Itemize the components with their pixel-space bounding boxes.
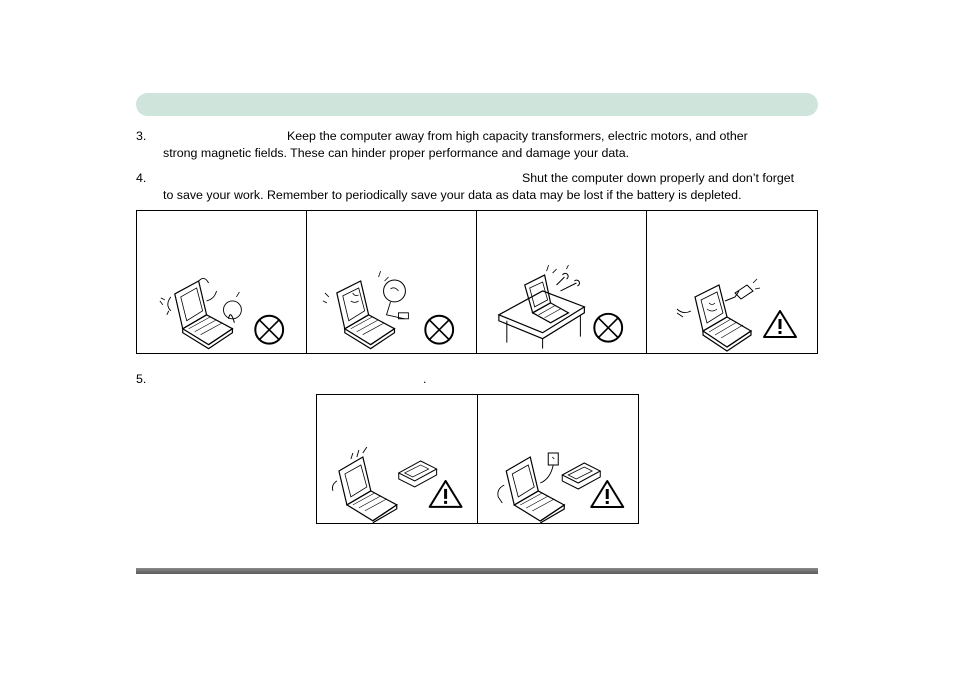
illustration-panel (137, 211, 307, 353)
item-text-line-2: strong magnetic fields. These can hinder proper performance and damage your data. (163, 145, 630, 160)
item-number: 4. (136, 171, 147, 185)
header-bar (136, 93, 818, 116)
illustration-row-2 (316, 394, 639, 524)
prohibited-icon (594, 314, 622, 342)
item-text-line-1: Keep the computer away from high capacity transformers, electric motors, and other (287, 129, 748, 143)
laptop-with-card (647, 211, 817, 353)
laptop-with-magnet (137, 211, 306, 353)
illustration-row-1 (136, 210, 818, 354)
illustration-panel (647, 211, 817, 353)
item-number: 5. (136, 372, 147, 386)
laptop-with-adapter (478, 395, 639, 523)
list-item-4 (136, 170, 826, 204)
prohibited-icon (425, 316, 453, 344)
illustration-panel (317, 395, 478, 523)
illustration-panel (478, 395, 639, 523)
list-item-3 (136, 128, 826, 162)
warning-icon (591, 481, 623, 507)
warning-icon (430, 481, 462, 507)
warning-icon (764, 311, 796, 337)
prohibited-icon (255, 316, 283, 344)
laptop-with-battery-pack (317, 395, 477, 523)
item-text-line-1: Shut the computer down properly and don’t forget (522, 171, 795, 185)
item-number: 3. (136, 129, 147, 143)
list-item-5 (136, 371, 826, 389)
item-text-line-2: to save your work. Remember to periodically save your data as data may be lost if the battery is depleted. (163, 187, 742, 202)
item-text-line-1: . (423, 372, 427, 386)
footer-bar (136, 568, 818, 574)
laptop-on-desk-with-tools (477, 211, 646, 353)
illustration-panel (477, 211, 647, 353)
laptop-with-motor (307, 211, 476, 353)
illustration-panel (307, 211, 477, 353)
